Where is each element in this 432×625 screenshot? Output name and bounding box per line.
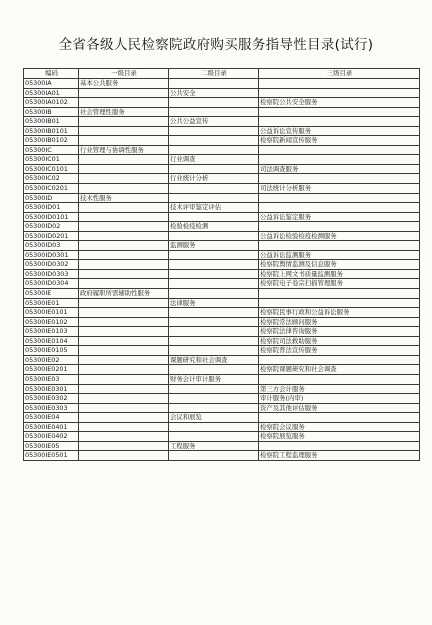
table-row (24, 432, 420, 442)
cell-code: 05300ID0301 (24, 250, 79, 260)
cell-level2 (169, 212, 259, 222)
cell-level1 (79, 451, 169, 461)
cell-level2: 监测服务 (169, 241, 259, 251)
cell-level2: 公共公益宣传 (169, 117, 259, 127)
cell-level3: 公益诉讼宣传服务 (259, 126, 420, 136)
cell-level3 (259, 193, 420, 203)
table-row (24, 145, 420, 155)
table-row (24, 164, 420, 174)
table-row (24, 327, 420, 337)
cell-level1: 基本公共服务 (79, 79, 169, 89)
cell-code: 05300IE0301 (24, 384, 79, 394)
cell-level1 (79, 155, 169, 165)
cell-code: 05300ID02 (24, 222, 79, 232)
cell-level2 (169, 164, 259, 174)
cell-level1 (79, 164, 169, 174)
cell-level3: 公益诉讼检验检疫检测服务 (259, 231, 420, 241)
cell-level3 (259, 355, 420, 365)
table-row (24, 355, 420, 365)
cell-level1 (79, 126, 169, 136)
table-row (24, 241, 420, 251)
table-row (24, 222, 420, 232)
cell-code: 05300ID0304 (24, 279, 79, 289)
cell-code: 05300IE0102 (24, 317, 79, 327)
cell-level2 (169, 79, 259, 89)
header-level3: 三级目录 (259, 69, 420, 79)
header-code: 编码 (24, 69, 79, 79)
cell-level1 (79, 117, 169, 127)
table-row (24, 193, 420, 203)
cell-code: 05300ID0101 (24, 212, 79, 222)
cell-level2 (169, 346, 259, 356)
cell-code: 05300ID (24, 193, 79, 203)
table-row (24, 174, 420, 184)
cell-level3: 检察院民事行政和公益诉讼服务 (259, 308, 420, 318)
cell-level1: 技术性服务 (79, 193, 169, 203)
cell-code: 05300IE0402 (24, 432, 79, 442)
cell-level1 (79, 374, 169, 384)
cell-level1 (79, 269, 169, 279)
table-row (24, 260, 420, 270)
table-row (24, 212, 420, 222)
cell-level3 (259, 117, 420, 127)
cell-level3 (259, 441, 420, 451)
cell-code: 05300ID01 (24, 203, 79, 213)
cell-code: 05300IE0101 (24, 308, 79, 318)
cell-level1 (79, 222, 169, 232)
table-row (24, 117, 420, 127)
cell-code: 05300IE04 (24, 413, 79, 423)
cell-level1 (79, 365, 169, 375)
cell-level3: 检察院课题研究和社会调查 (259, 365, 420, 375)
cell-level2: 公共安全 (169, 88, 259, 98)
cell-code: 05300IE0303 (24, 403, 79, 413)
cell-level2 (169, 365, 259, 375)
cell-level1 (79, 298, 169, 308)
header-level1: 一级目录 (79, 69, 169, 79)
cell-code: 05300IC02 (24, 174, 79, 184)
cell-code: 05300IE (24, 289, 79, 299)
cell-level2 (169, 403, 259, 413)
table-row (24, 126, 420, 136)
table-row (24, 374, 420, 384)
cell-code: 05300IE0103 (24, 327, 79, 337)
table-row (24, 79, 420, 89)
cell-level1 (79, 346, 169, 356)
cell-level1 (79, 279, 169, 289)
cell-level3: 检察院工程监理服务 (259, 451, 420, 461)
table-header-row (24, 69, 420, 79)
table-row (24, 403, 420, 413)
table-row (24, 250, 420, 260)
cell-level3 (259, 174, 420, 184)
cell-level3: 审计服务(内审) (259, 394, 420, 404)
cell-level2 (169, 336, 259, 346)
table-row (24, 289, 420, 299)
cell-level2 (169, 231, 259, 241)
cell-level1 (79, 422, 169, 432)
header-level2: 二级目录 (169, 69, 259, 79)
cell-level1 (79, 184, 169, 194)
cell-code: 05300IE0302 (24, 394, 79, 404)
cell-code: 05300IE01 (24, 298, 79, 308)
table-row (24, 203, 420, 213)
cell-code: 05300ID0303 (24, 269, 79, 279)
cell-level3 (259, 107, 420, 117)
cell-level1 (79, 355, 169, 365)
cell-code: 05300IE0401 (24, 422, 79, 432)
cell-level2: 课题研究和社会调查 (169, 355, 259, 365)
cell-code: 05300IA0102 (24, 98, 79, 108)
table-row (24, 136, 420, 146)
cell-level3: 司法统计分析服务 (259, 184, 420, 194)
cell-level1 (79, 317, 169, 327)
cell-level2: 行业统计分析 (169, 174, 259, 184)
table-row (24, 155, 420, 165)
cell-level3: 检察院展览服务 (259, 432, 420, 442)
cell-level3 (259, 145, 420, 155)
cell-level3: 检察院舆情监测及信息服务 (259, 260, 420, 270)
cell-level1 (79, 432, 169, 442)
cell-code: 05300IB0102 (24, 136, 79, 146)
cell-code: 05300IE0201 (24, 365, 79, 375)
table-body (24, 79, 420, 461)
cell-level2 (169, 193, 259, 203)
cell-level2: 技术评审鉴定评估 (169, 203, 259, 213)
cell-level2 (169, 394, 259, 404)
cell-level2 (169, 289, 259, 299)
cell-level1 (79, 413, 169, 423)
table-row (24, 107, 420, 117)
table-row (24, 365, 420, 375)
cell-level2 (169, 136, 259, 146)
cell-level1 (79, 98, 169, 108)
cell-level3 (259, 222, 420, 232)
cell-level2 (169, 98, 259, 108)
cell-level1 (79, 260, 169, 270)
cell-level2 (169, 327, 259, 337)
table-row (24, 384, 420, 394)
cell-level3 (259, 374, 420, 384)
cell-level2 (169, 107, 259, 117)
cell-code: 05300IE05 (24, 441, 79, 451)
cell-level1 (79, 384, 169, 394)
table-row (24, 98, 420, 108)
cell-level3 (259, 289, 420, 299)
cell-level2 (169, 260, 259, 270)
cell-level3 (259, 413, 420, 423)
cell-code: 05300IE0105 (24, 346, 79, 356)
cell-level1 (79, 203, 169, 213)
cell-level2 (169, 250, 259, 260)
cell-code: 05300IE03 (24, 374, 79, 384)
cell-level1: 社会管理性服务 (79, 107, 169, 117)
cell-level3: 检察院普法宣传服务 (259, 346, 420, 356)
cell-level3 (259, 88, 420, 98)
cell-level3: 检察院常法顾问服务 (259, 317, 420, 327)
cell-code: 05300IC01 (24, 155, 79, 165)
cell-level1: 政府履职所需辅助性服务 (79, 289, 169, 299)
cell-code: 05300IE02 (24, 355, 79, 365)
table-row (24, 441, 420, 451)
table-row (24, 279, 420, 289)
cell-code: 05300IC0201 (24, 184, 79, 194)
cell-level2 (169, 279, 259, 289)
cell-level3: 公益诉讼监测服务 (259, 250, 420, 260)
table-row (24, 269, 420, 279)
cell-code: 05300IA01 (24, 88, 79, 98)
table-row (24, 394, 420, 404)
document-title: 全省各级人民检察院政府购买服务指导性目录(试行) (58, 37, 374, 53)
cell-level1 (79, 174, 169, 184)
table-row (24, 231, 420, 241)
cell-level1 (79, 327, 169, 337)
cell-code: 05300IB01 (24, 117, 79, 127)
cell-code: 05300IB (24, 107, 79, 117)
cell-level1: 行业管理与协调性服务 (79, 145, 169, 155)
cell-level2 (169, 308, 259, 318)
cell-level2: 行业调查 (169, 155, 259, 165)
cell-code: 05300ID0201 (24, 231, 79, 241)
cell-level2 (169, 432, 259, 442)
table-row (24, 336, 420, 346)
cell-level3 (259, 79, 420, 89)
cell-level3: 检察院法律咨询服务 (259, 327, 420, 337)
cell-code: 05300IE0104 (24, 336, 79, 346)
cell-level3: 检察院电子卷宗扫描管理服务 (259, 279, 420, 289)
cell-level3 (259, 155, 420, 165)
cell-level2 (169, 269, 259, 279)
cell-level3: 第三方会计服务 (259, 384, 420, 394)
table-row (24, 308, 420, 318)
table-row (24, 184, 420, 194)
cell-level2: 会议和展览 (169, 413, 259, 423)
cell-level1 (79, 336, 169, 346)
table-row (24, 451, 420, 461)
cell-level1 (79, 88, 169, 98)
cell-level2 (169, 126, 259, 136)
cell-level2: 工程服务 (169, 441, 259, 451)
cell-level3: 资产及其他评估服务 (259, 403, 420, 413)
cell-level1 (79, 212, 169, 222)
cell-level2: 法律服务 (169, 298, 259, 308)
cell-level2: 检验检疫检测 (169, 222, 259, 232)
cell-level3: 检察院司法救助服务 (259, 336, 420, 346)
cell-level2 (169, 145, 259, 155)
cell-level3: 司法调查服务 (259, 164, 420, 174)
cell-level1 (79, 308, 169, 318)
table-row (24, 422, 420, 432)
cell-level1 (79, 250, 169, 260)
cell-level2 (169, 384, 259, 394)
cell-level3: 检察院上网文书质量监测服务 (259, 269, 420, 279)
table-row (24, 298, 420, 308)
table-row (24, 88, 420, 98)
cell-level1 (79, 241, 169, 251)
cell-level3 (259, 241, 420, 251)
cell-code: 05300IC0101 (24, 164, 79, 174)
cell-level3: 检察院会议服务 (259, 422, 420, 432)
cell-level2: 财务会计审计服务 (169, 374, 259, 384)
cell-level1 (79, 136, 169, 146)
cell-code: 05300ID03 (24, 241, 79, 251)
catalog-table (23, 68, 420, 461)
cell-code: 05300ID0302 (24, 260, 79, 270)
cell-level3: 公益诉讼鉴定服务 (259, 212, 420, 222)
table-row (24, 346, 420, 356)
cell-level1 (79, 231, 169, 241)
cell-level1 (79, 394, 169, 404)
cell-level3 (259, 203, 420, 213)
cell-level2 (169, 317, 259, 327)
table-row (24, 317, 420, 327)
cell-level2 (169, 451, 259, 461)
cell-level2 (169, 422, 259, 432)
cell-level2 (169, 184, 259, 194)
cell-code: 05300IC (24, 145, 79, 155)
cell-level1 (79, 403, 169, 413)
cell-code: 05300IE0501 (24, 451, 79, 461)
table-row (24, 413, 420, 423)
cell-level3: 检察院新闻宣传服务 (259, 136, 420, 146)
cell-code: 05300IA (24, 79, 79, 89)
cell-code: 05300IB0101 (24, 126, 79, 136)
cell-level1 (79, 441, 169, 451)
cell-level3: 检察院公共安全服务 (259, 98, 420, 108)
cell-level3 (259, 298, 420, 308)
